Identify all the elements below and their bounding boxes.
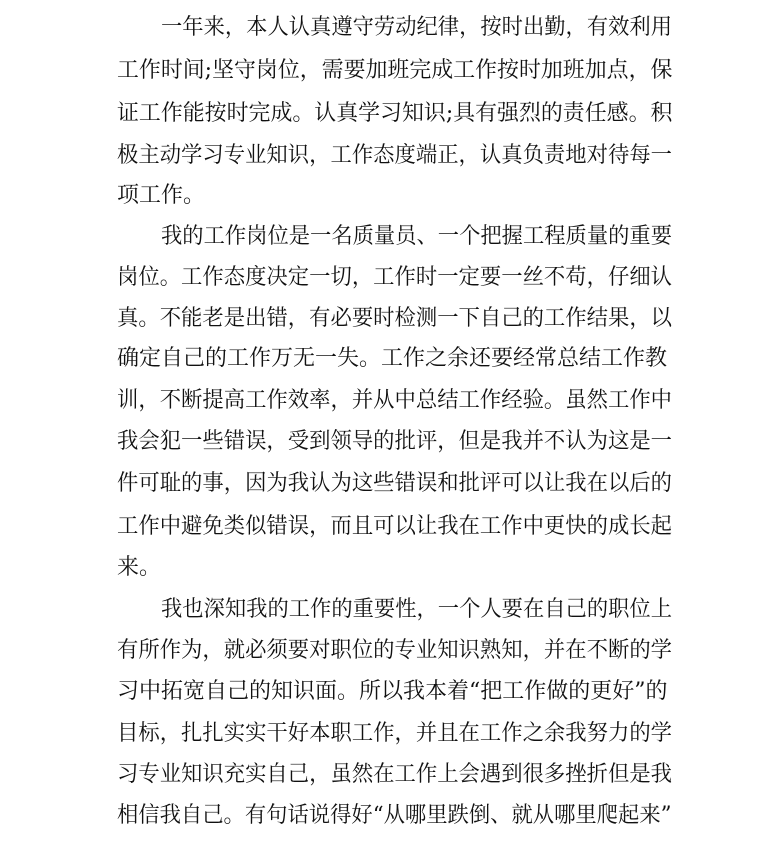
paragraph-1-line-3: 证工作能按时完成。认真学习知识;具有强烈的责任感。积 [117,101,673,126]
paragraph-1-line-1: 一年来，本人认真遵守劳动纪律，按时出勤，有效利用 [161,15,673,40]
paragraph-2-line-3: 真。不能老是出错，有必要时检测一下自己的工作结果，以 [117,306,673,331]
paragraph-1-line-4: 极主动学习专业知识，工作态度端正，认真负责地对待每一 [117,143,673,168]
paragraph-3-line-5: 习专业知识充实自己，虽然在工作上会遇到很多挫折但是我 [117,762,673,787]
paragraph-2-line-1: 我的工作岗位是一名质量员、一个把握工程质量的重要 [161,224,673,249]
paragraph-2-line-8: 工作中避免类似错误，而且可以让我在工作中更快的成长起 [117,514,673,539]
paragraph-1-line-5: 项工作。 [117,183,206,208]
paragraph-2-line-4: 确定自己的工作万无一失。工作之余还要经常总结工作教 [117,346,668,371]
paragraph-2-line-9: 来。 [117,555,162,580]
paragraph-1-line-2: 工作时间;坚守岗位，需要加班完成工作按时加班加点，保 [117,58,673,83]
paragraph-2-line-2: 岗位。工作态度决定一切，工作时一定要一丝不苟，仔细认 [117,265,673,290]
paragraph-3-line-6: 相信我自己。有句话说得好“从哪里跌倒、就从哪里爬起来” [117,803,672,828]
paragraph-3-line-2: 有所作为，就必须要对职位的专业知识熟知，并在不断的学 [117,638,673,663]
paragraph-3-line-4: 目标，扎扎实实干好本职工作，并且在工作之余我努力的学 [117,721,673,746]
paragraph-3-line-3: 习中拓宽自己的知识面。所以我本着“把工作做的更好”的 [117,679,668,704]
paragraph-2-line-7: 件可耻的事，因为我认为这些错误和批评可以让我在以后的 [117,471,673,496]
paragraph-2-line-6: 我会犯一些错误，受到领导的批评，但是我并不认为这是一 [117,429,673,454]
paragraph-2-line-5: 训，不断提高工作效率，并从中总结工作经验。虽然工作中 [117,388,673,413]
paragraph-3-line-1: 我也深知我的工作的重要性，一个人要在自己的职位上 [161,597,673,622]
